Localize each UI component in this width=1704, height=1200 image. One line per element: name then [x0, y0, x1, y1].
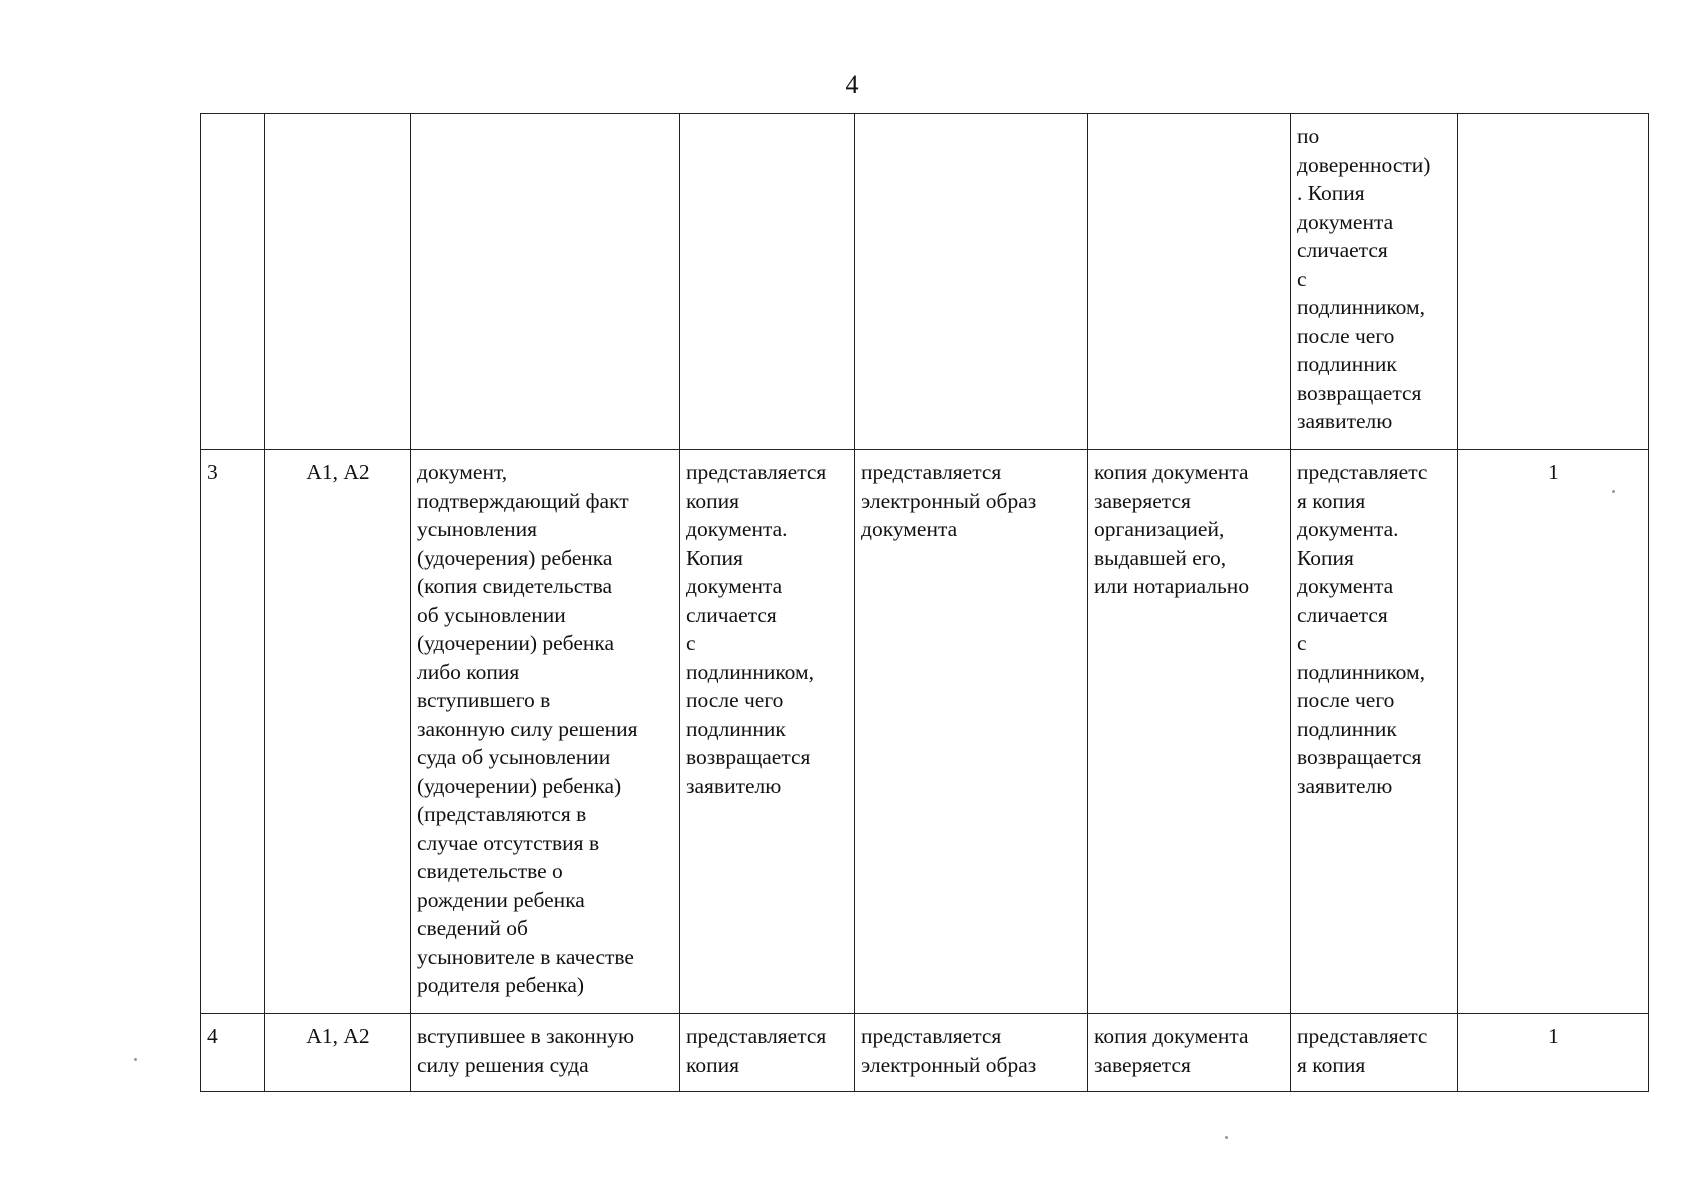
- applicant-category-cell: [265, 114, 411, 450]
- cell-text-line: представляется: [686, 460, 827, 484]
- row-number-cell: [201, 114, 265, 450]
- cell-text-line: подлинник: [1297, 716, 1397, 741]
- cell-text-line: сличается: [1297, 602, 1388, 627]
- cell-text-line: подлинником,: [1297, 659, 1426, 684]
- cell-text-line: подлинник: [686, 716, 786, 741]
- cell-text-line: заверяется: [1094, 1052, 1191, 1077]
- cell-text-line: документа.: [686, 517, 788, 541]
- cell-text-line: возвращается: [1297, 745, 1422, 769]
- paper-submission-cell: [680, 450, 855, 1014]
- cell-text-line: (удочерении) ребенка): [417, 773, 622, 798]
- cell-text-line: рождении ребенка: [417, 887, 585, 912]
- cell-text-line: либо копия: [417, 659, 520, 684]
- cell-text-line: электронный образ: [861, 488, 1037, 513]
- cell-text-line: документа: [1297, 574, 1394, 598]
- cell-text-line: усыновителе в качестве: [417, 944, 634, 969]
- cell-text-line: (копия свидетельства: [417, 574, 613, 598]
- cell-text-line: электронный образ: [861, 1052, 1037, 1077]
- cell-text-line: документа: [1297, 209, 1394, 234]
- applicant-category-cell: А1, А2: [265, 1014, 411, 1092]
- document-table: [200, 113, 1649, 1092]
- cell-text-line: документа: [861, 517, 958, 541]
- cell-text-line: подтверждающий факт: [417, 488, 629, 513]
- table-row: [201, 114, 1649, 450]
- personal-submission-cell: [1291, 1014, 1458, 1092]
- cell-text-line: копия документа: [1094, 1024, 1249, 1048]
- document-name-cell: [411, 114, 680, 450]
- cell-text-line: Копия: [686, 545, 743, 570]
- cell-text-line: представляетс: [1297, 1024, 1428, 1048]
- cell-text-line: силу решения суда: [417, 1052, 589, 1077]
- cell-text-line: свидетельстве о: [417, 859, 563, 883]
- cell-text-line: усыновления: [417, 517, 538, 541]
- cell-text-line: по: [1297, 124, 1320, 148]
- cell-text-line: возвращается: [686, 745, 811, 769]
- cell-text-line: с: [1297, 631, 1307, 655]
- document-name-cell: [411, 450, 680, 1014]
- certification-cell: [1088, 1014, 1291, 1092]
- page-number: 4: [845, 70, 859, 99]
- cell-text-line: я копия: [1297, 1052, 1366, 1077]
- cell-text-line: документа.: [1297, 517, 1399, 541]
- cell-text-line: я копия: [1297, 488, 1366, 513]
- cell-text-line: подлинником,: [1297, 295, 1426, 319]
- count-cell: [1458, 114, 1649, 450]
- cell-text-line: копия: [686, 488, 740, 513]
- certification-cell: [1088, 114, 1291, 450]
- cell-text-line: документ,: [417, 460, 508, 484]
- scan-speck: [1612, 490, 1615, 493]
- paper-submission-cell: [680, 114, 855, 450]
- cell-text-line: доверенности): [1297, 152, 1431, 177]
- cell-text-line: заявителю: [686, 773, 782, 798]
- scan-speck: [1225, 1136, 1228, 1139]
- cell-text-line: заверяется: [1094, 488, 1191, 513]
- cell-text-line: (представляются в: [417, 802, 587, 826]
- cell-text-line: сличается: [686, 602, 777, 627]
- cell-text-line: с: [1297, 266, 1307, 291]
- electronic-submission-cell: [855, 450, 1088, 1014]
- count-cell: 1: [1458, 1014, 1649, 1092]
- cell-text-line: (удочерения) ребенка: [417, 545, 613, 570]
- cell-text-line: подлинник: [1297, 352, 1397, 376]
- personal-submission-cell: [1291, 114, 1458, 450]
- cell-text-line: Копия: [1297, 545, 1354, 570]
- cell-text-line: (удочерении) ребенка: [417, 631, 615, 655]
- cell-text-line: законную силу решения: [417, 716, 638, 741]
- certification-cell: [1088, 450, 1291, 1014]
- cell-text-line: суда об усыновлении: [417, 745, 611, 769]
- cell-text-line: представляетс: [1297, 460, 1428, 484]
- cell-text-line: вступившего в: [417, 688, 551, 712]
- cell-text-line: сличается: [1297, 238, 1388, 262]
- document-name-cell: [411, 1014, 680, 1092]
- cell-text-line: копия: [686, 1052, 740, 1077]
- cell-text-line: возвращается: [1297, 380, 1422, 405]
- cell-text-line: подлинником,: [686, 659, 815, 684]
- cell-text-line: заявителю: [1297, 409, 1393, 433]
- electronic-submission-cell: [855, 1014, 1088, 1092]
- row-number-cell: 4: [201, 1014, 265, 1092]
- cell-text-line: выдавшей его,: [1094, 545, 1227, 570]
- row-number-cell: 3: [201, 450, 265, 1014]
- cell-text-line: сведений об: [417, 916, 528, 940]
- electronic-submission-cell: [855, 114, 1088, 450]
- cell-text-line: представляется: [686, 1024, 827, 1048]
- applicant-category-cell: А1, А2: [265, 450, 411, 1014]
- cell-text-line: . Копия: [1297, 181, 1365, 205]
- cell-text-line: с: [686, 631, 696, 655]
- cell-text-line: после чего: [686, 688, 784, 712]
- cell-text-line: об усыновлении: [417, 602, 566, 627]
- scan-speck: [134, 1058, 137, 1061]
- cell-text-line: после чего: [1297, 323, 1395, 348]
- cell-text-line: представляется: [861, 460, 1002, 484]
- personal-submission-cell: [1291, 450, 1458, 1014]
- cell-text-line: организацией,: [1094, 517, 1225, 541]
- table-row: [201, 1014, 1649, 1092]
- count-cell: 1: [1458, 450, 1649, 1014]
- cell-text-line: представляется: [861, 1024, 1002, 1048]
- cell-text-line: документа: [686, 574, 783, 598]
- cell-text-line: родителя ребенка): [417, 973, 585, 997]
- cell-text-line: заявителю: [1297, 773, 1393, 798]
- table-row: [201, 450, 1649, 1014]
- cell-text-line: случае отсутствия в: [417, 830, 600, 855]
- cell-text-line: после чего: [1297, 688, 1395, 712]
- cell-text-line: или нотариально: [1094, 574, 1250, 598]
- cell-text-line: вступившее в законную: [417, 1024, 635, 1048]
- paper-submission-cell: [680, 1014, 855, 1092]
- cell-text-line: копия документа: [1094, 460, 1249, 484]
